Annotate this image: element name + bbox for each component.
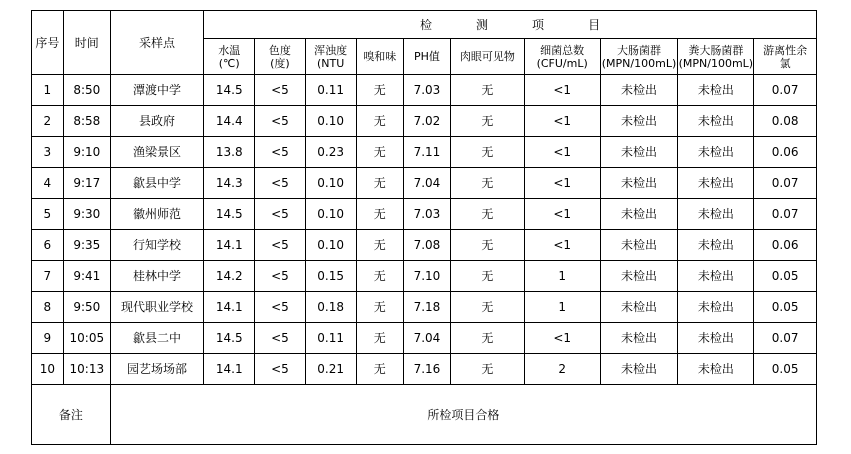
cell-visible: 无	[451, 137, 525, 168]
header-col	[204, 39, 255, 75]
cell-ph: 7.04	[403, 168, 450, 199]
cell-color: <5	[255, 292, 305, 323]
cell-ph: 7.03	[403, 199, 450, 230]
header-col-line2: (MPN/100mL)	[601, 56, 677, 70]
table-row	[32, 354, 817, 385]
cell-no: 8	[32, 292, 64, 323]
cell-temp: 14.3	[204, 168, 255, 199]
cell-visible: 无	[451, 75, 525, 106]
cell-time: 9:41	[63, 261, 110, 292]
table-row	[32, 75, 817, 106]
cell-smell: 无	[356, 354, 403, 385]
cell-bacteria: 2	[524, 354, 600, 385]
cell-visible: 无	[451, 292, 525, 323]
cell-time: 10:13	[63, 354, 110, 385]
cell-fecal: 未检出	[678, 137, 754, 168]
cell-time: 9:50	[63, 292, 110, 323]
cell-ph: 7.02	[403, 106, 450, 137]
header-col-line2: (℃)	[218, 56, 240, 70]
cell-site: 桂林中学	[110, 261, 203, 292]
table-row	[32, 230, 817, 261]
cell-temp: 14.5	[204, 199, 255, 230]
cell-no: 5	[32, 199, 64, 230]
cell-turbidity: 0.21	[305, 354, 356, 385]
cell-ph: 7.08	[403, 230, 450, 261]
cell-bacteria: 1	[524, 292, 600, 323]
cell-temp: 14.5	[204, 75, 255, 106]
table-row	[32, 168, 817, 199]
header-col	[524, 39, 600, 75]
cell-smell: 无	[356, 323, 403, 354]
cell-ph: 7.10	[403, 261, 450, 292]
cell-temp: 14.2	[204, 261, 255, 292]
cell-fecal: 未检出	[678, 323, 754, 354]
cell-chlorine: 0.05	[754, 261, 817, 292]
cell-no: 2	[32, 106, 64, 137]
group-char: 检	[420, 17, 433, 32]
cell-turbidity: 0.10	[305, 106, 356, 137]
cell-color: <5	[255, 106, 305, 137]
cell-site: 县政府	[110, 106, 203, 137]
cell-visible: 无	[451, 323, 525, 354]
cell-time: 8:58	[63, 106, 110, 137]
table-row	[32, 199, 817, 230]
cell-no: 3	[32, 137, 64, 168]
cell-time: 10:05	[63, 323, 110, 354]
cell-temp: 14.1	[204, 230, 255, 261]
cell-visible: 无	[451, 199, 525, 230]
header-col-line2: (NTU	[316, 56, 345, 70]
header-seq: 序号	[32, 11, 64, 75]
cell-coliform: 未检出	[600, 323, 678, 354]
table-row	[32, 137, 817, 168]
cell-visible: 无	[451, 168, 525, 199]
cell-chlorine: 0.07	[754, 168, 817, 199]
cell-coliform: 未检出	[600, 292, 678, 323]
cell-color: <5	[255, 168, 305, 199]
cell-bacteria: <1	[524, 230, 600, 261]
cell-coliform: 未检出	[600, 354, 678, 385]
cell-site: 现代职业学校	[110, 292, 203, 323]
cell-turbidity: 0.23	[305, 137, 356, 168]
cell-turbidity: 0.11	[305, 323, 356, 354]
cell-fecal: 未检出	[678, 168, 754, 199]
cell-time: 9:17	[63, 168, 110, 199]
cell-coliform: 未检出	[600, 168, 678, 199]
header-site: 采样点	[110, 11, 203, 75]
cell-temp: 14.1	[204, 354, 255, 385]
cell-color: <5	[255, 354, 305, 385]
header-col-line1: 色度	[268, 43, 291, 57]
cell-ph: 7.04	[403, 323, 450, 354]
cell-bacteria: <1	[524, 199, 600, 230]
cell-bacteria: <1	[524, 137, 600, 168]
header-col	[451, 39, 525, 75]
cell-site: 渔梁景区	[110, 137, 203, 168]
header-col	[678, 39, 754, 75]
cell-ph: 7.03	[403, 75, 450, 106]
cell-smell: 无	[356, 137, 403, 168]
header-test-items	[204, 11, 817, 39]
cell-no: 1	[32, 75, 64, 106]
cell-temp: 14.5	[204, 323, 255, 354]
header-col-line2: (度)	[270, 56, 290, 70]
cell-turbidity: 0.10	[305, 199, 356, 230]
cell-time: 8:50	[63, 75, 110, 106]
cell-visible: 无	[451, 261, 525, 292]
table-row	[32, 261, 817, 292]
header-col-line1: 游离性余	[763, 43, 808, 57]
cell-time: 9:10	[63, 137, 110, 168]
header-col-line1: 嗅和味	[363, 50, 397, 63]
cell-coliform: 未检出	[600, 75, 678, 106]
cell-color: <5	[255, 261, 305, 292]
table-row	[32, 106, 817, 137]
cell-bacteria: 1	[524, 261, 600, 292]
cell-bacteria: <1	[524, 323, 600, 354]
cell-chlorine: 0.05	[754, 354, 817, 385]
header-col-line2: 氯	[779, 56, 791, 70]
header-col-line2: (CFU/mL)	[536, 56, 588, 70]
header-col-line2: (MPN/100mL)	[678, 56, 754, 70]
note-text: 所检项目合格	[110, 385, 816, 445]
header-col	[600, 39, 678, 75]
cell-no: 6	[32, 230, 64, 261]
cell-fecal: 未检出	[678, 230, 754, 261]
header-col-line1: 肉眼可见物	[459, 50, 515, 63]
cell-color: <5	[255, 323, 305, 354]
header-col-line1: 大肠菌群	[617, 43, 661, 57]
cell-site: 园艺场场部	[110, 354, 203, 385]
cell-no: 7	[32, 261, 64, 292]
cell-site: 徽州师范	[110, 199, 203, 230]
cell-fecal: 未检出	[678, 354, 754, 385]
cell-smell: 无	[356, 75, 403, 106]
table-row	[32, 323, 817, 354]
cell-site: 行知学校	[110, 230, 203, 261]
cell-smell: 无	[356, 106, 403, 137]
cell-coliform: 未检出	[600, 199, 678, 230]
cell-smell: 无	[356, 168, 403, 199]
cell-turbidity: 0.11	[305, 75, 356, 106]
cell-site: 潭渡中学	[110, 75, 203, 106]
cell-no: 4	[32, 168, 64, 199]
water-quality-table	[31, 10, 817, 445]
cell-smell: 无	[356, 230, 403, 261]
cell-smell: 无	[356, 261, 403, 292]
cell-no: 9	[32, 323, 64, 354]
header-col-line1: 水温	[218, 43, 241, 57]
note-label: 备注	[32, 385, 111, 445]
cell-temp: 14.1	[204, 292, 255, 323]
cell-fecal: 未检出	[678, 106, 754, 137]
header-col	[754, 39, 817, 75]
cell-coliform: 未检出	[600, 261, 678, 292]
cell-visible: 无	[451, 106, 525, 137]
cell-bacteria: <1	[524, 106, 600, 137]
cell-color: <5	[255, 137, 305, 168]
cell-smell: 无	[356, 199, 403, 230]
header-col	[305, 39, 356, 75]
header-col-line1: PH值	[413, 50, 440, 63]
cell-turbidity: 0.15	[305, 261, 356, 292]
cell-ph: 7.18	[403, 292, 450, 323]
cell-color: <5	[255, 199, 305, 230]
cell-fecal: 未检出	[678, 292, 754, 323]
cell-smell: 无	[356, 292, 403, 323]
cell-coliform: 未检出	[600, 137, 678, 168]
header-col	[255, 39, 305, 75]
cell-coliform: 未检出	[600, 106, 678, 137]
cell-fecal: 未检出	[678, 75, 754, 106]
header-col	[403, 39, 450, 75]
cell-time: 9:35	[63, 230, 110, 261]
cell-chlorine: 0.06	[754, 137, 817, 168]
cell-temp: 14.4	[204, 106, 255, 137]
cell-time: 9:30	[63, 199, 110, 230]
cell-turbidity: 0.10	[305, 168, 356, 199]
group-char: 项	[532, 17, 545, 32]
group-char: 目	[588, 17, 601, 32]
cell-visible: 无	[451, 230, 525, 261]
cell-site: 歙县中学	[110, 168, 203, 199]
cell-color: <5	[255, 75, 305, 106]
header-col-line1: 细菌总数	[540, 43, 585, 57]
table-row	[32, 292, 817, 323]
header-col-line1: 浑浊度	[314, 43, 348, 57]
cell-no: 10	[32, 354, 64, 385]
cell-ph: 7.16	[403, 354, 450, 385]
cell-fecal: 未检出	[678, 199, 754, 230]
cell-chlorine: 0.05	[754, 292, 817, 323]
cell-chlorine: 0.08	[754, 106, 817, 137]
cell-coliform: 未检出	[600, 230, 678, 261]
cell-ph: 7.11	[403, 137, 450, 168]
cell-chlorine: 0.07	[754, 75, 817, 106]
cell-bacteria: <1	[524, 168, 600, 199]
cell-color: <5	[255, 230, 305, 261]
cell-bacteria: <1	[524, 75, 600, 106]
group-char: 测	[476, 17, 489, 32]
header-time: 时间	[63, 11, 110, 75]
cell-visible: 无	[451, 354, 525, 385]
cell-fecal: 未检出	[678, 261, 754, 292]
header-col-line1: 粪大肠菌群	[688, 43, 744, 57]
cell-chlorine: 0.07	[754, 199, 817, 230]
cell-turbidity: 0.18	[305, 292, 356, 323]
cell-chlorine: 0.07	[754, 323, 817, 354]
cell-turbidity: 0.10	[305, 230, 356, 261]
cell-chlorine: 0.06	[754, 230, 817, 261]
cell-temp: 13.8	[204, 137, 255, 168]
header-col	[356, 39, 403, 75]
cell-site: 歙县二中	[110, 323, 203, 354]
